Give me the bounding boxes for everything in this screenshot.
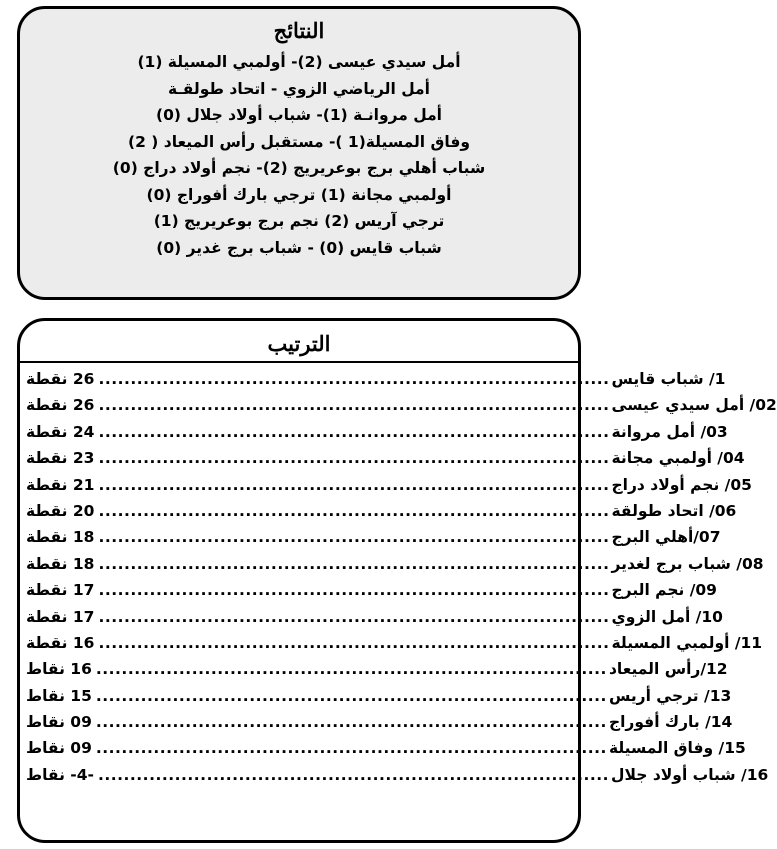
standings-team: 07/أهلي البرج — [611, 528, 721, 547]
standings-row — [26, 630, 763, 656]
standings-title: الترتيب — [17, 327, 581, 363]
standings-row — [26, 551, 764, 577]
dot-leader: ................................................................................ — [98, 449, 610, 468]
standings-row — [26, 419, 728, 445]
result-line: أمل الرياضي الزوي - اتحاد طولقـة — [168, 79, 430, 98]
standings-team: 06/ اتحاد طولقة — [611, 501, 737, 520]
dot-leader: ................................................................................ — [95, 739, 607, 758]
standings-row — [26, 392, 777, 418]
standings-row — [26, 577, 717, 603]
standings-points: 16 نقطة — [26, 633, 95, 652]
dot-leader: ................................................................................ — [95, 660, 607, 679]
result-line: أمل مروانـة (1)- شباب أولاد جلال (0) — [156, 106, 442, 124]
result-line: وفاق المسيلة(1 )- مستقبل رأس الميعاد ( 2) — [128, 132, 470, 151]
standings-points: 26 نقطة — [26, 396, 95, 415]
standings-points: 20 نقطة — [26, 501, 95, 520]
standings-team: 10/ أمل الزوي — [611, 607, 723, 626]
standings-points: 23 نقطة — [26, 449, 95, 468]
standings-panel — [17, 318, 777, 843]
dot-leader: ................................................................................ — [98, 370, 610, 388]
dot-leader: ................................................................................ — [95, 713, 607, 732]
standings-row — [26, 498, 737, 524]
standings-row — [26, 735, 746, 761]
standings-team: 15/ وفاق المسيلة — [608, 739, 746, 758]
standings-row — [26, 445, 745, 471]
dot-leader: ................................................................................ — [98, 607, 610, 626]
standings-team: 04/ أولمبي مجانة — [611, 449, 745, 468]
standings-team: 11/ أولمبي المسيلة — [611, 633, 763, 652]
dot-leader: ................................................................................ — [98, 633, 610, 652]
dot-leader: ................................................................................ — [98, 475, 610, 494]
standings-team: 05/ نجم أولاد دراج — [611, 475, 752, 494]
standings-points: 15 نقاط — [26, 686, 92, 705]
standings-team: 13/ ترجي أريس — [608, 686, 732, 705]
standings-team: 08/ شباب برج لغدير — [611, 554, 764, 573]
standings-row — [26, 524, 721, 550]
standings-points: 09 نقاط — [26, 739, 92, 758]
dot-leader: ................................................................................ — [98, 396, 610, 415]
standings-points: -4- نقاط — [26, 765, 94, 784]
standings-points: 26 نقطة — [26, 370, 95, 388]
standings-row — [26, 366, 726, 392]
standings-points: 17 نقطة — [26, 581, 95, 600]
standings-team: 1/ شباب قايس — [611, 370, 726, 388]
standings-row — [26, 604, 723, 630]
results-panel — [17, 6, 581, 300]
standings-points: 21 نقطة — [26, 475, 95, 494]
standings-points: 16 نقاط — [26, 660, 92, 679]
standings-team: 14/ بارك أفوراج — [608, 713, 733, 732]
result-line: أمل سيدي عيسى (2)- أولمبي المسيلة (1) — [137, 53, 461, 71]
standings-points: 18 نقطة — [26, 528, 95, 547]
dot-leader: ................................................................................ — [95, 686, 607, 705]
standings-row — [26, 683, 732, 709]
dot-leader: ................................................................................ — [98, 581, 610, 600]
results-list — [20, 49, 578, 261]
standings-row — [26, 656, 728, 682]
standings-team: 03/ أمل مروانة — [611, 422, 728, 441]
results-title: النتائج — [273, 18, 325, 43]
result-line: شباب قايس (0) - شباب برج غدير (0) — [156, 238, 442, 257]
result-line: ترجي آريس (2) نجم برج بوعريريج (1) — [153, 212, 445, 230]
result-line: أولمبي مجانة (1) ترجي بارك أفوراج (0) — [146, 185, 452, 204]
standings-points: 17 نقطة — [26, 607, 95, 626]
standings-team: 12/رأس الميعاد — [608, 660, 728, 679]
standings-row — [26, 709, 733, 735]
dot-leader: ................................................................................ — [98, 422, 610, 441]
standings-team: 02/ أمل سيدي عيسى — [611, 396, 777, 415]
standings-list — [20, 366, 777, 788]
standings-row — [26, 762, 769, 788]
standings-row — [26, 472, 752, 498]
standings-team: 09/ نجم البرج — [611, 581, 717, 600]
dot-leader: ................................................................................ — [98, 554, 610, 573]
dot-leader: ................................................................................ — [98, 501, 610, 520]
standings-points: 09 نقاط — [26, 713, 92, 732]
standings-points: 18 نقطة — [26, 554, 95, 573]
standings-team: 16/ شباب أولاد جلال — [611, 765, 769, 784]
standings-points: 24 نقطة — [26, 422, 95, 441]
result-line: شباب أهلي برج بوعريريج (2)- نجم أولاد دراج (0) — [112, 159, 486, 177]
dot-leader: ................................................................................ — [97, 765, 610, 784]
dot-leader: ................................................................................ — [98, 528, 610, 547]
